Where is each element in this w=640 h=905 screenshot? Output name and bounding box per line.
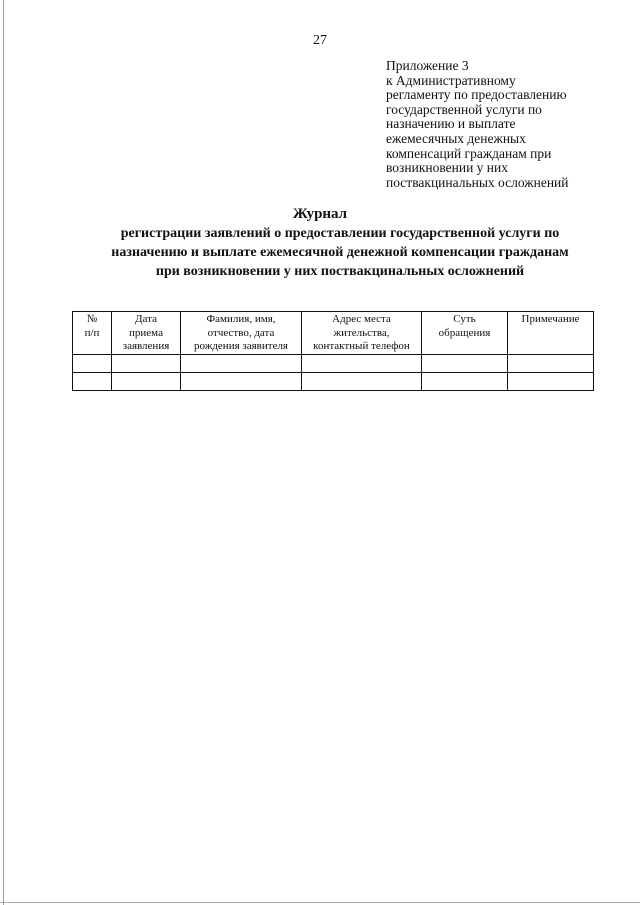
header-line: заявления (122, 340, 170, 352)
column-header-note (508, 312, 594, 355)
table-cell (73, 372, 112, 390)
appendix-line: ежемесячных денежных (386, 130, 526, 146)
appendix-note (386, 59, 626, 190)
header-line: Примечание (521, 313, 580, 325)
appendix-line: назначению и выплате (386, 116, 516, 132)
registration-table (72, 311, 594, 391)
header-line: рождения заявителя (194, 340, 288, 352)
table-row (73, 372, 594, 390)
journal-subtitle (60, 224, 620, 281)
appendix-line: компенсаций гражданам при (386, 145, 552, 161)
appendix-line: к Административному (386, 72, 516, 88)
appendix-line: государственной услуги по (386, 101, 542, 117)
column-header-request (422, 312, 508, 355)
appendix-line: Приложение 3 (386, 58, 469, 73)
header-line: приема (129, 326, 163, 339)
table-cell (112, 372, 181, 390)
table-cell (422, 354, 508, 372)
journal-subtitle-line: регистрации заявлений о предоставлении государственной услуги по (120, 226, 560, 241)
column-header-applicant (181, 312, 302, 355)
page-number: 27 (313, 33, 327, 48)
table-cell (181, 354, 302, 372)
header-line: обращения (438, 326, 491, 339)
table-cell (302, 372, 422, 390)
table-cell (73, 354, 112, 372)
appendix-line: регламенту по предоставлению (386, 87, 567, 103)
table-row (73, 354, 594, 372)
scan-left-edge (3, 0, 4, 905)
journal-subtitle-line: назначению и выплате ежемесячной денежной компенсации гражданам (111, 245, 569, 260)
appendix-line: поствакцинальных осложнений (386, 174, 569, 190)
header-line: отчество, дата (207, 326, 275, 339)
table-header-row (73, 312, 594, 355)
table-cell (302, 354, 422, 372)
header-line: Адрес места (332, 313, 391, 325)
appendix-line: возникновении у них (386, 160, 509, 176)
header-line: № (86, 313, 98, 325)
header-line: Суть (453, 313, 476, 325)
header-line: п/п (84, 326, 100, 339)
table-cell (508, 372, 594, 390)
column-header-date (112, 312, 181, 355)
journal-subtitle-line: при возникновении у них поствакцинальных осложнений (155, 264, 525, 279)
scan-bottom-edge (0, 902, 640, 903)
column-header-address (302, 312, 422, 355)
column-header-number (73, 312, 112, 355)
journal-title: Журнал (292, 206, 348, 222)
header-line: Дата (135, 313, 157, 325)
header-line: контактный телефон (313, 340, 410, 352)
table-cell (508, 354, 594, 372)
header-line: Фамилия, имя, (206, 313, 276, 325)
header-line: жительства, (333, 326, 390, 339)
table-cell (181, 372, 302, 390)
table-cell (422, 372, 508, 390)
table-cell (112, 354, 181, 372)
